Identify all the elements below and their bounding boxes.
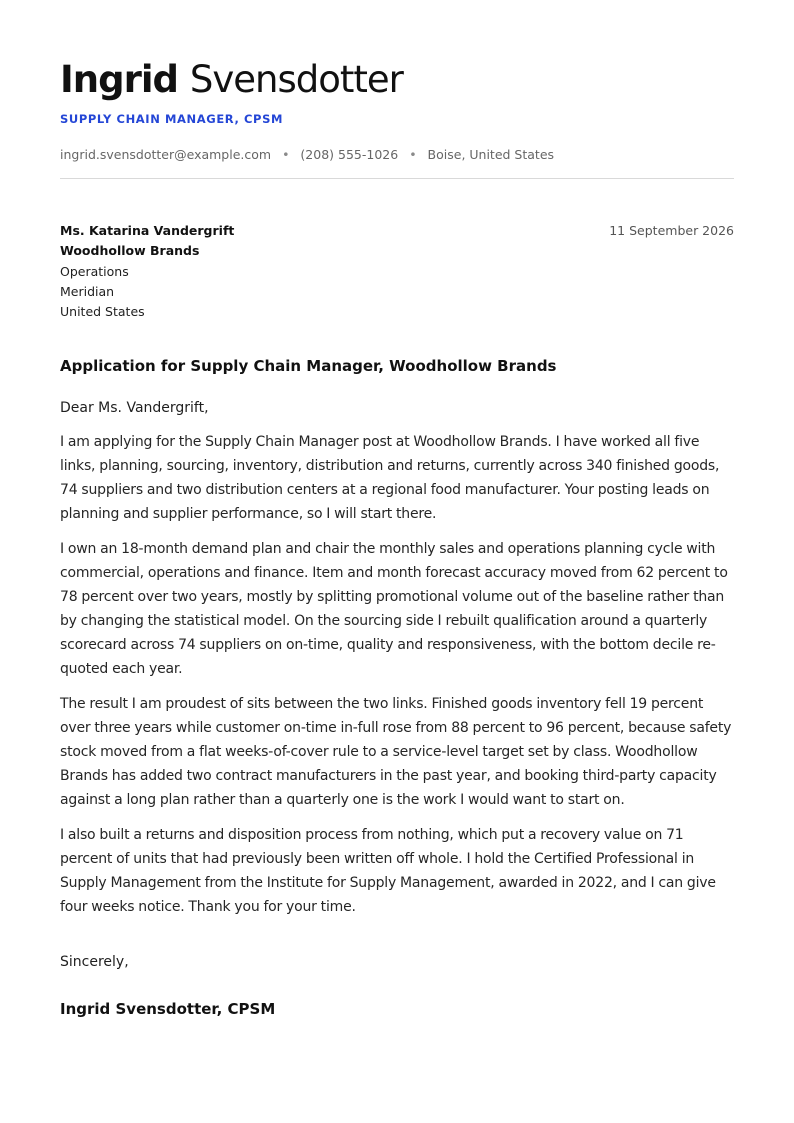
recipient-company: Woodhollow Brands (60, 243, 200, 259)
applicant-last-name: Svensdotter (189, 58, 403, 101)
contact-email: ingrid.svensdotter@example.com (60, 147, 272, 162)
recipient-address-block (60, 221, 734, 322)
contact-location: Boise, United States (427, 147, 555, 162)
letter-header (60, 0, 734, 179)
letter-signature: Ingrid Svensdotter, CPSM (60, 1000, 276, 1019)
applicant-name (60, 58, 734, 102)
contact-phone: (208) 555-1026 (300, 147, 399, 162)
body-paragraph: The result I am proudest of sits between the two links. Finished goods inventory fell 19 percent over three years while customer on-time in-full rose from 88 percent to 96 percent, because safety stock moved from a flat weeks-of-cover rule to a service-level target set by class. Woodhollow Brands has added two contract manufacturers in the past year, and booking third-party capacity against a long plan rather than a quarterly one is the work I would want to start on. (60, 696, 732, 809)
header-divider (60, 178, 734, 179)
letter-date: 11 September 2026 (609, 223, 734, 238)
letter-salutation: Dear Ms. Vandergrift, (60, 400, 209, 417)
applicant-title: SUPPLY CHAIN MANAGER, CPSM (60, 112, 284, 126)
body-paragraph: I also built a returns and disposition process from nothing, which put a recovery value on 71 percent of units that had previously been written off whole. I hold the Certified Professional in Supply Management from the Institute for Supply Management, awarded in 2022, and I can give four weeks notice. Thank you for your time. (60, 827, 716, 916)
contact-line (60, 147, 734, 163)
applicant-first-name: Ingrid (60, 58, 179, 101)
recipient-department: Operations (60, 263, 129, 279)
letter-body (60, 430, 734, 919)
body-paragraph: I am applying for the Supply Chain Manager post at Woodhollow Brands. I have worked all five links, planning, sourcing, inventory, distribution and returns, currently across 340 finished goods, 74 suppliers and two distribution centers at a regional food manufacturer. Your posting leads on planning and supplier performance, so I will start there. (60, 434, 720, 523)
letter-closing: Sincerely, (60, 954, 129, 971)
recipient-city: Meridian (60, 283, 115, 299)
body-paragraph: I own an 18-month demand plan and chair the monthly sales and operations planning cycle with commercial, operations and finance. Item and month forecast accuracy moved from 62 percent to 78 percent over two years, mostly by splitting promotional volume out of the baseline rather than by changing the statistical model. On the sourcing side I rebuilt qualification around a quarterly scorecard across 74 suppliers on on-time, quality and responsiveness, with the bottom decile re-quoted each year. (60, 541, 728, 678)
contact-separator: • (409, 147, 417, 162)
contact-separator: • (282, 147, 290, 162)
letter-subject: Application for Supply Chain Manager, Woodhollow Brands (60, 357, 557, 376)
recipient-country: United States (60, 304, 145, 320)
recipient-name: Ms. Katarina Vandergrift (60, 223, 235, 238)
